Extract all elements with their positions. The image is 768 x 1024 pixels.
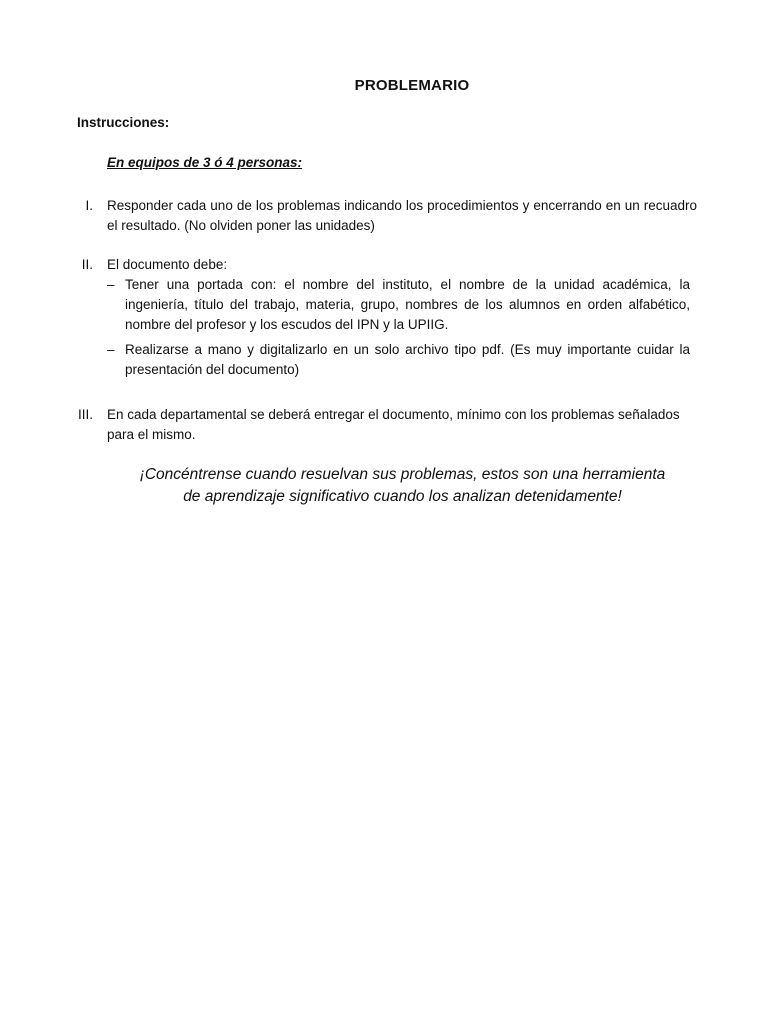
closing-line: ¡Concéntrense cuando resuelvan sus problemas, estos son una herramienta <box>139 466 666 483</box>
item-text: En cada departamental se deberá entregar el documento, mínimo con los problemas señalados para el mismo. <box>107 407 680 442</box>
sub-item-text: Tener una portada con: el nombre del instituto, el nombre de la unidad académica, la ingeniería, título del trabajo, materia, grupo, nombres de los alumnos en orden alfabético, nombre del profesor y los escudos del IPN y la UPIIG. <box>125 277 690 332</box>
dash-bullet: – <box>107 277 115 292</box>
closing-message <box>0 464 768 508</box>
item-text: Responder cada uno de los problemas indicando los procedimientos y encerrando en un recuadro el resultado. (No olviden poner las unidades) <box>107 198 697 233</box>
item-numeral: I. <box>85 198 93 213</box>
item-numeral: II. <box>81 257 93 272</box>
team-note: En equipos de 3 ó 4 personas: <box>107 155 303 170</box>
item-numeral: III. <box>77 407 93 422</box>
item-text: El documento debe: <box>107 257 228 272</box>
sub-item-text: Realizarse a mano y digitalizarlo en un solo archivo tipo pdf. (Es muy importante cuidar la presentación del documento) <box>125 342 690 377</box>
dash-bullet: – <box>107 342 115 357</box>
closing-line: de aprendizaje significativo cuando los analizan detenidamente! <box>183 488 622 505</box>
document-title: PROBLEMARIO <box>354 77 470 94</box>
instructions-heading: Instrucciones: <box>77 115 170 130</box>
